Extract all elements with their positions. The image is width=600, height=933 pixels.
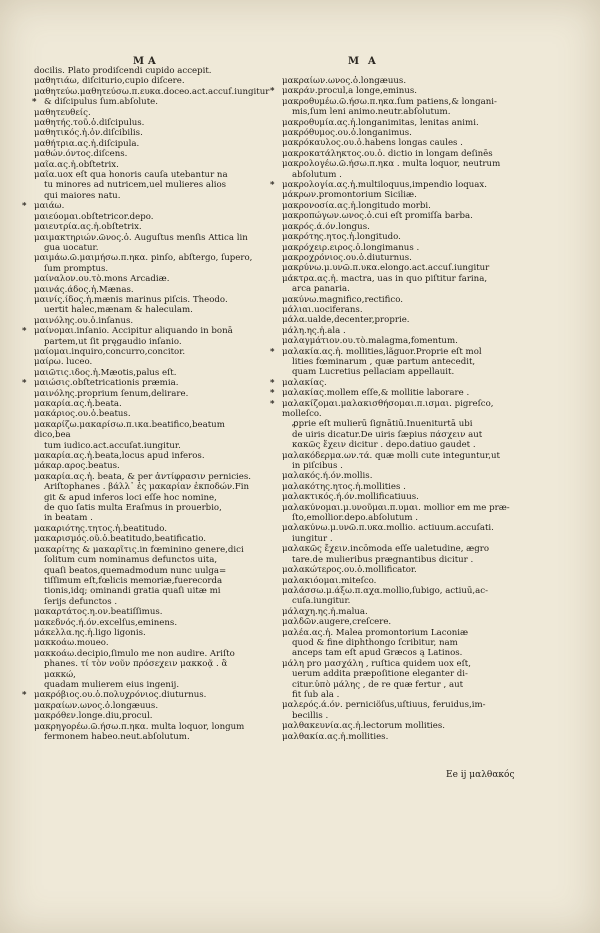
dictionary-entry-line: μακροθυμέω.ῶ.ήσω.π.ηκα.ſum patiens,& longani-: [282, 96, 497, 107]
dictionary-entry-line: μακρηγορέω.ῶ.ήσω.π.ηκα. multa loquor, longum: [34, 721, 245, 732]
dictionary-entry-line: μαλερός.ά.όν. perniciöſus,uſtiuus, feruidus,im-: [282, 700, 486, 711]
dictionary-entry-line: μακεδνός.ή.όν.excelſus,eminens.: [34, 617, 178, 628]
dictionary-entry-line: iungitur .: [292, 533, 333, 544]
dictionary-entry-line: in beatam .: [44, 513, 93, 524]
dictionary-entry-line: μαλακύνομαι.μ.υνοῦμαι.π.υμαι. mollior em me præ-: [282, 502, 510, 513]
dictionary-entry-line: abſolutum .: [292, 169, 342, 180]
dictionary-entry-line: μακαρία.ας.ἡ. beata, & per ἀντίφρασιν pernicies.: [34, 471, 252, 482]
dictionary-entry-line: μαθητής.τοῦ.ὁ.diſcipulus.: [34, 118, 145, 129]
dictionary-entry-line: de uiris dicatur.De uiris ſæpius πάσχειν aut: [292, 429, 483, 440]
dictionary-entry-line: μακρόθεν.longe.diu,procul.: [34, 711, 153, 722]
dictionary-entry-line: ſto,emollior.depo.abſolutum .: [292, 513, 418, 524]
dictionary-entry-line: * μαλακίας.mollem eſſe,& mollitie laborare .: [278, 388, 518, 398]
dictionary-entry-line: μάκελλα.ης.ἡ.ligo ligonis.: [34, 627, 146, 638]
dictionary-entry-line: μαιῶτις.ιδος.ἡ.Mæotis,palus eſt.: [34, 367, 177, 378]
dictionary-entry-line: μακραίων.ωνος.ὁ.longæuus.: [282, 76, 407, 86]
dictionary-entry-line: * μαλακίζομαι.μαλακισθήσομαι.π.ισμαι. pigreſco, molleſco.: [278, 399, 518, 420]
dictionary-entry-line: μακραίων.ωνος.ὁ.longæuus.: [34, 700, 159, 711]
dictionary-entry-line: μαιμάω.ῶ.μαιμήσω.π.ηκα. pinſo, abſtergo, ſupero,: [34, 253, 253, 264]
dictionary-entry-line: μαθητιάω, diſciturio,cupio diſcere.: [34, 76, 185, 87]
dictionary-entry-line: uertit halec,mænam & haleculam.: [44, 305, 193, 316]
dictionary-entry-line: μαινάς.άδος.ἡ.Mænas.: [34, 284, 134, 295]
dictionary-entry-line: μαθών.όντος.diſcens.: [34, 149, 128, 160]
dictionary-entry-line: * μαλακία.ας.ἡ. mollities,lãguor.Proprie eſt mol: [278, 347, 518, 357]
dictionary-entry-line: μακροχρόνιος.ου.ὁ.diuturnus.: [282, 252, 412, 263]
dictionary-entry-line: * μακράν.procul,a longe,eminus.: [278, 86, 518, 96]
dictionary-entry-line: de quo ſatis multa Eraſmus in prouerbio,: [44, 503, 222, 514]
dictionary-entry-line: μακροθυμία.ας.ἡ.longanimitas, lenitas animi.: [282, 117, 479, 128]
dictionary-entry-line: μαιεύομαι.obſtetricor.depo.: [34, 211, 154, 222]
dictionary-entry-line: μάλη pro μασχάλη , ruſtica quidem uox eſt,: [282, 658, 471, 669]
dictionary-entry-line: μακρόκαυλος.ου.ὁ.habens longas caules .: [282, 138, 463, 149]
running-head-left-m: M: [133, 56, 147, 67]
dictionary-entry-line: ſolitum cum nominamus defunctos uita,: [44, 555, 218, 566]
dictionary-entry-line: phanes. τί τὸν νοῦν πρόσεχειν μακκοᾷ . ἃ μακκώ,: [44, 659, 228, 680]
right-column: [278, 76, 518, 742]
dictionary-entry-line: μακύνω.magnifico,rectifico.: [282, 294, 403, 305]
dictionary-entry-line: qui maiores natu.: [44, 190, 121, 201]
dictionary-entry-line: μάκαρ.αρος.beatus.: [34, 461, 120, 472]
dictionary-entry-line: * μαίνομαι.inſanio. Accipitur aliquando in bonā: [30, 326, 260, 336]
dictionary-entry-line: * μαλακίας.: [278, 378, 518, 388]
dictionary-entry-line: μαλακώτερος.ου.ὁ.mollificator.: [282, 565, 417, 576]
dictionary-entry-line: μαλέα.ας.ἡ. Malea promontorium Laconiæ: [282, 627, 469, 638]
dictionary-entry-line: μαλθακευνία.ας.ἡ.lectorum mollities.: [282, 721, 446, 732]
dictionary-entry-line: μαίρω. luceo.: [34, 357, 93, 368]
dictionary-entry-line: lities fœminarum , quæ partum antecedit,: [292, 356, 476, 367]
dictionary-entry-line: * & diſcipulus ſum.abſolute.: [30, 97, 260, 107]
dictionary-entry-line: κακῶς ἔχειν dicitur . depo.datiuo gaudet .: [292, 440, 476, 451]
dictionary-entry-line: μαλδῶν.augere,creſcere.: [282, 617, 392, 628]
dictionary-entry-line: μακαριότης.τητος.ἡ.beatitudo.: [34, 523, 168, 534]
dictionary-entry-line: μαλακιόομαι.miteſco.: [282, 575, 377, 586]
dictionary-entry-line: μάκτρα.ας.ἡ. mactra, uas in quo piſtitur farina,: [282, 273, 488, 284]
dictionary-entry-line: μακάριος.ου.ὁ.beatus.: [34, 409, 131, 420]
dictionary-entry-line: quadam mulierem eius ingenij.: [44, 679, 180, 690]
dictionary-entry-line: μακροκατάληκτος.ου.ὁ. dictio in longam deſinēs: [282, 148, 493, 159]
dictionary-entry-line: arca panaria.: [292, 284, 350, 295]
dictionary-entry-line: tiſſimum eſt,fœlicis memoriæ,fuerecorda: [44, 575, 223, 586]
dictionary-entry-line: μάλιαι.uociferans.: [282, 304, 363, 315]
dictionary-entry-line: tum iudico.act.accuſat.iungitur.: [44, 440, 181, 451]
dictionary-entry-line: μακρόχειρ.ειρος.ὁ.longimanus .: [282, 242, 420, 253]
dictionary-entry-line: * μαιάω.: [30, 201, 260, 211]
dictionary-entry-line: μαλαγμάτιον.ου.τὸ.malagma,fomentum.: [282, 336, 458, 347]
dictionary-entry-line: μακρότης.ητος.ἡ.longitudo.: [282, 232, 401, 243]
dictionary-entry-line: tare.de mulieribus prægnantibus dicitur .: [292, 554, 474, 565]
dictionary-entry-line: μαῖα.uox eſt qua honoris cauſa utebantur na: [34, 170, 228, 181]
dictionary-entry-line: μαιευτρία.ας.ἡ.obſtetrix.: [34, 222, 142, 233]
dictionary-entry-line: μαλακός.ή.όν.mollis.: [282, 471, 373, 482]
dictionary-entry-line: fit ſub ala .: [292, 689, 340, 700]
dictionary-entry-line: μαθητικός.ἡ.ὁν.diſcibilis.: [34, 128, 143, 139]
dictionary-entry-line: μακρύνω.μ.υνῶ.π.υκα.elongo.act.accuſ.iungitur: [282, 263, 490, 274]
dictionary-entry-line: μακαρισμός.οῦ.ὁ.beatitudo,beatificatio.: [34, 534, 207, 545]
dictionary-entry-line: μακρόθυμος.ου.ὁ.longanimus.: [282, 128, 412, 139]
dictionary-entry-line: μαῖα.ας.ἡ.obſtetrix.: [34, 159, 119, 170]
dictionary-entry-line: μακαρτάτος.η.ον.beatiſſimus.: [34, 607, 163, 618]
dictionary-entry-line: μακρός.ά.όν.longus.: [282, 221, 370, 232]
dictionary-entry-line: μαινίς.ίδος.ἡ.mænis marinus piſcis. Theodo.: [34, 294, 228, 305]
running-head-right-a: A: [368, 56, 378, 67]
dictionary-entry-line: μακροπώγων.ωνος.ὁ.cui eſt promiſſa barba.: [282, 211, 473, 222]
dictionary-entry-line: μαθητεύω.μαθητεύσω.π.ευκα.doceo.act.accuſ.iungitur: [34, 86, 270, 97]
dictionary-entry-line: citur.ὑπὸ μάλης , de re quæ fertur , aut: [292, 679, 464, 690]
dictionary-entry-line: anceps tam eſt apud Græcos ą Latinos.: [292, 648, 463, 659]
dictionary-entry-line: μαλθακία.ας.ἡ.mollities.: [282, 731, 389, 742]
dictionary-entry-line: μαλακόδερμα.ων.τά. quæ molli cute integuntur,ut: [282, 450, 500, 461]
dictionary-entry-line: μαίναλον.ου.τὸ.mons Arcadiæ.: [34, 274, 170, 285]
dictionary-entry-line: git & apud inferos loci eſſe hoc nomine,: [44, 492, 217, 503]
running-head-right-m: M: [348, 56, 362, 67]
dictionary-entry-line: μαλάσσω.μ.άξω.π.αχα.mollio,ſubigo, actiuū,ac-: [282, 585, 488, 596]
dictionary-entry-line: μαιμακτηριών.ῶνος.ὁ. Auguſtus menſis Attica lin: [34, 232, 248, 243]
dictionary-entry-line: tu minores ad nutricem,uel mulieres alios: [44, 180, 227, 191]
dictionary-entry-line: μακρονοσία.ας.ἡ.longitudo morbi.: [282, 200, 431, 211]
dictionary-entry-line: μαθητευθείς.: [34, 107, 91, 118]
dictionary-entry-line: μαλακύνω.μ.υνῶ.π.υκα.mollio. actiuum.accuſati.: [282, 523, 494, 534]
dictionary-entry-line: μαινόλης.ου.ὁ.inſanus.: [34, 315, 134, 326]
dictionary-entry-line: μαίομαι.inquiro,concurro,concitor.: [34, 346, 186, 357]
dictionary-entry-line: quaſi beatos,quemadmodum nunc uulga=: [44, 565, 227, 576]
dictionary-entry-line: μακαρία.ας.ἡ.beata.: [34, 399, 122, 409]
dictionary-entry-line: μάλαχη.ης.ἡ.malua.: [282, 606, 368, 617]
dictionary-entry-line: μάλη.ης.ἡ.ala .: [282, 325, 346, 336]
dictionary-entry-line: tionis,idq; ominandi gratia quaſi uitæ mi: [44, 586, 221, 597]
catchword: Ee ij μαλθακός: [446, 770, 515, 780]
dictionary-entry-line: * μακρολογία.ας.ἡ.multiloquus,impendio loquax.: [278, 180, 518, 190]
dictionary-entry-line: μάκρων.promontorium Siciliæ.: [282, 190, 417, 201]
dictionary-entry-line: ſum promptus.: [44, 263, 109, 274]
dictionary-entry-line: μαθήτρια.ας.ἡ.diſcipula.: [34, 138, 140, 149]
dictionary-entry-line: μακρολογέω.ῶ.ήσω.π.ηκα . multa loquor, neutrum: [282, 159, 501, 170]
dictionary-entry-line: μαλακῶς ἔχειν.incōmoda eſſe ualetudine, ægro: [282, 544, 490, 555]
dictionary-entry-line: Ariſtophanes . βάλλ᾽ ἐς μακαρίαν ἐκποδών.Fin: [44, 482, 250, 493]
dictionary-entry-line: μακκοάω.decipio,ſimulo me non audire. Ariſto: [34, 648, 235, 659]
dictionary-entry-line: * μαιώσις.obſtetricationis præmia.: [30, 378, 260, 388]
dictionary-entry-line: docilis. Plato prodiſcendi cupido accepit.: [34, 66, 212, 76]
dictionary-entry-line: quam Lucretius pellaciam appellauit.: [292, 367, 455, 378]
dictionary-entry-line: gua uocatur.: [44, 242, 99, 253]
dictionary-entry-line: μαλακτικός.ή.όν.mollificatiuus.: [282, 492, 419, 503]
running-head-left-a: A: [148, 56, 158, 67]
dictionary-entry-line: μαλακότης.ητος.ἡ.mollities .: [282, 481, 406, 492]
dictionary-entry-line: quod & fine diphthongo ſcribitur, nam: [292, 637, 458, 648]
dictionary-entry-line: * μακρόβιος.ου.ὁ.πολυχρόνιος.diuturnus.: [30, 690, 260, 700]
dictionary-entry-line: mis,ſum leni animo.neutr.abſolutum.: [292, 107, 451, 118]
dictionary-entry-line: ꝓprie eſt mulierū ſignātiū.Inueniturtā ubi: [292, 419, 473, 430]
dictionary-entry-line: μαινόλης.proprium ſenum,delirare.: [34, 388, 189, 399]
dictionary-entry-line: in piſcibus .: [292, 461, 343, 472]
left-column: [30, 66, 270, 742]
dictionary-entry-line: partem,ut ſit pręgaudio inſanio.: [44, 336, 182, 347]
dictionary-entry-line: ſerijs defunctos .: [44, 596, 118, 607]
dictionary-entry-line: uerum addita præpoſitione eleganter di-: [292, 669, 468, 680]
dictionary-entry-line: cuſa.iungitur.: [292, 596, 351, 607]
dictionary-entry-line: becillis .: [292, 710, 329, 721]
dictionary-entry-line: μακαρίτης & μακαρῖτις.in fœminino genere,dici: [34, 544, 244, 555]
dictionary-entry-line: μάλα.ualde,decenter,proprie.: [282, 315, 410, 326]
dictionary-entry-line: μακκοάω.moueo.: [34, 638, 109, 649]
dictionary-entry-line: μακαρία.ας.ἡ.beata,locus apud inferos.: [34, 451, 205, 462]
dictionary-entry-line: fermonem habeo.neut.abſolutum.: [44, 732, 190, 742]
dictionary-entry-line: μακαρίζω.μακαρίσω.π.ικα.beatifico,beatum dico,bea: [34, 419, 225, 441]
